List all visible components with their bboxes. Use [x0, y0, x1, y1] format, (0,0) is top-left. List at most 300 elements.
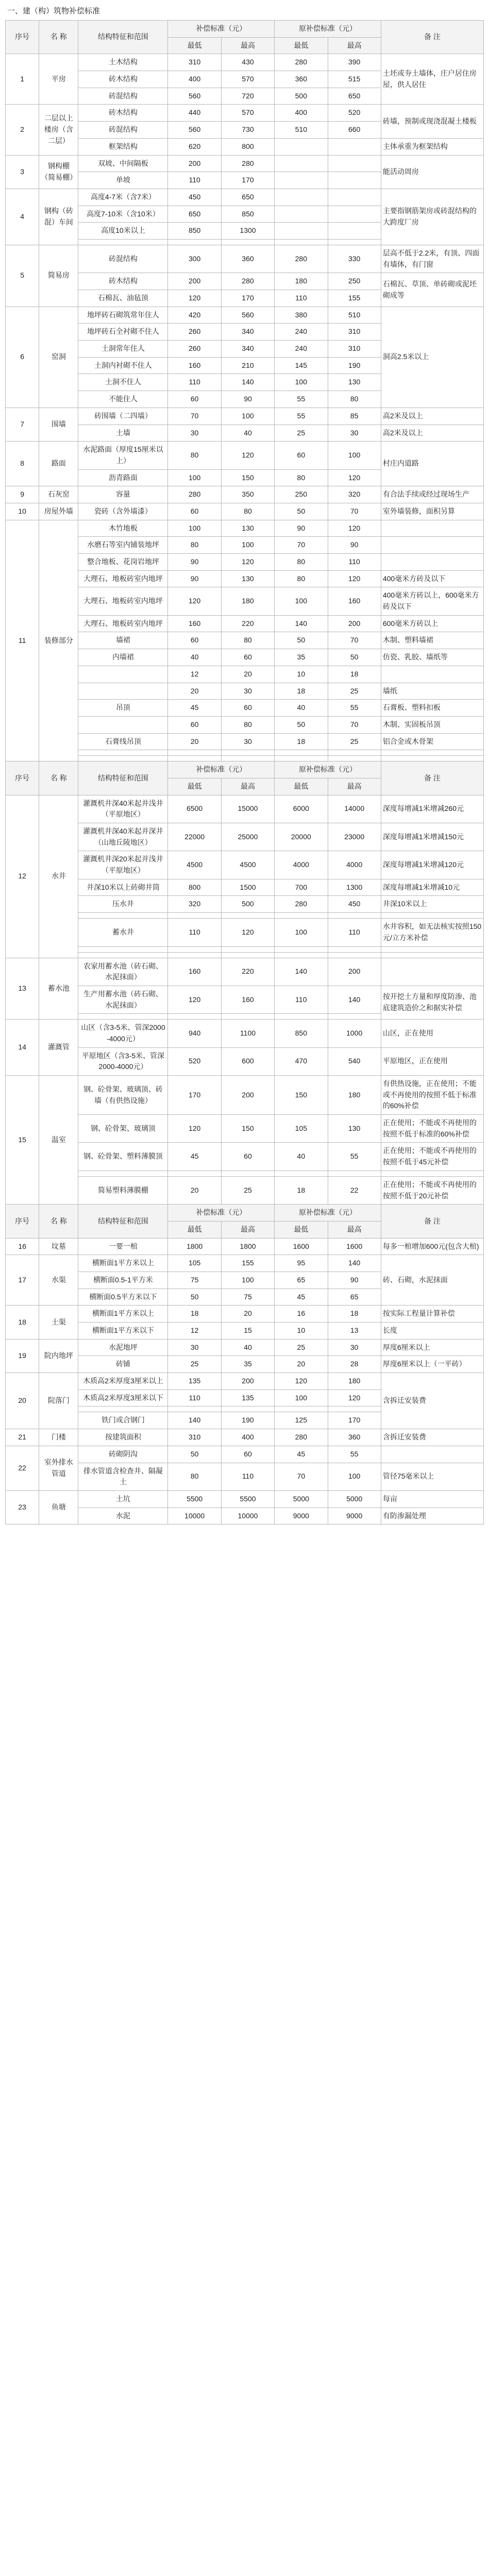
cell-value: 14000 [328, 795, 381, 823]
cell-note: 每多一棺增加600元(包含大棺) [381, 1238, 483, 1255]
cell-struct: 横断面0.5-1平方米 [78, 1272, 168, 1289]
cell-name: 简易房 [39, 245, 78, 307]
cell-value: 5000 [275, 1490, 328, 1507]
s2-header-structure: 结构特征和范围 [78, 761, 168, 795]
cell-struct: 地坪砖石全衬砌不住人 [78, 324, 168, 341]
table-row [6, 1238, 484, 1255]
cell-struct: 砖砌阴沟 [78, 1446, 168, 1463]
cell-value: 240 [275, 324, 328, 341]
cell-value: 135 [168, 1373, 221, 1390]
cell-value: 280 [275, 896, 328, 913]
cell-struct [78, 1171, 168, 1176]
table-row [6, 1020, 484, 1047]
cell-struct: 排水管道含检查井、隔凝土 [78, 1463, 168, 1490]
s3-header-orig-low: 最低 [275, 1221, 328, 1238]
cell-no: 17 [6, 1255, 39, 1306]
cell-struct: 灌溉机井深20米起并浅井（平原地区） [78, 851, 168, 879]
cell-struct: 平原地区（含3-5米、管深2000-4000元） [78, 1047, 168, 1075]
cell-struct [78, 750, 168, 756]
cell-value: 110 [328, 919, 381, 946]
cell-no: 5 [6, 245, 39, 307]
cell-value: 190 [328, 357, 381, 374]
cell-value [275, 239, 328, 245]
cell-struct [78, 239, 168, 245]
cell-value: 12 [168, 666, 221, 683]
cell-struct [78, 716, 168, 733]
cell-no: 1 [6, 54, 39, 105]
cell-value: 850 [275, 1020, 328, 1047]
cell-value: 90 [328, 537, 381, 554]
cell-value: 60 [221, 649, 274, 666]
cell-value: 200 [168, 155, 221, 172]
cell-struct: 高度7-10米（含10米） [78, 206, 168, 223]
cell-value: 120 [221, 442, 274, 469]
cell-name: 土渠 [39, 1306, 78, 1339]
cell-value: 560 [168, 122, 221, 139]
cell-value: 50 [275, 716, 328, 733]
cell-value [221, 1014, 274, 1020]
cell-value: 20 [275, 1356, 328, 1373]
cell-value: 45 [168, 700, 221, 717]
cell-name: 蓄水池 [39, 958, 78, 1020]
cell-value: 30 [328, 1339, 381, 1356]
cell-value: 280 [275, 54, 328, 71]
cell-value: 30 [168, 425, 221, 442]
cell-value [221, 946, 274, 952]
cell-value: 1500 [221, 879, 274, 896]
cell-value: 220 [221, 615, 274, 632]
cell-value: 250 [328, 273, 381, 290]
cell-value: 1000 [328, 1020, 381, 1047]
cell-no: 22 [6, 1446, 39, 1490]
header-comp-low: 最低 [168, 37, 221, 54]
cell-value: 5500 [168, 1490, 221, 1507]
cell-no: 20 [6, 1373, 39, 1429]
table-row [6, 503, 484, 520]
cell-value: 5500 [221, 1490, 274, 1507]
cell-value: 1800 [168, 1238, 221, 1255]
cell-value [328, 189, 381, 206]
cell-struct: 水泥路面（厚度15厘米以上） [78, 442, 168, 469]
cell-value: 120 [275, 1373, 328, 1390]
cell-value: 440 [168, 105, 221, 122]
page-title: 一、建（构）筑物补偿标准 [7, 7, 100, 15]
cell-value: 150 [221, 469, 274, 486]
cell-value: 50 [168, 1446, 221, 1463]
cell-value: 80 [275, 469, 328, 486]
cell-value: 55 [328, 1143, 381, 1171]
cell-value: 55 [275, 408, 328, 425]
cell-struct: 钢、砼骨架、塑料薄膜顶 [78, 1143, 168, 1171]
cell-value: 75 [221, 1289, 274, 1306]
cell-value: 45 [275, 1289, 328, 1306]
cell-note: 深度每增减1米增减260元 [381, 795, 483, 823]
cell-name: 水井 [39, 795, 78, 958]
cell-value [221, 239, 274, 245]
cell-no: 7 [6, 408, 39, 441]
header-compensation: 补偿标准（元） [168, 21, 275, 38]
s2-header-orig-low: 最低 [275, 778, 328, 795]
cell-struct [78, 946, 168, 952]
cell-value [221, 1171, 274, 1176]
cell-value: 18 [328, 666, 381, 683]
cell-value: 120 [221, 919, 274, 946]
cell-value: 80 [221, 716, 274, 733]
cell-value [275, 189, 328, 206]
cell-name: 鱼塘 [39, 1490, 78, 1524]
table-row [6, 189, 484, 206]
cell-value: 135 [221, 1389, 274, 1406]
cell-struct: 单坡 [78, 172, 168, 189]
cell-value [275, 1014, 328, 1020]
cell-value: 23000 [328, 823, 381, 851]
cell-value: 170 [221, 172, 274, 189]
cell-value: 100 [275, 1389, 328, 1406]
cell-value: 800 [221, 138, 274, 155]
cell-struct: 砖围墙（二四墙） [78, 408, 168, 425]
cell-note [381, 554, 483, 571]
cell-value [221, 952, 274, 958]
cell-value: 60 [168, 391, 221, 408]
cell-value: 9000 [275, 1507, 328, 1524]
cell-value: 105 [275, 1115, 328, 1143]
header-name: 名 称 [39, 21, 78, 54]
cell-note: 铝合金或木骨架 [381, 733, 483, 750]
cell-value: 730 [221, 122, 274, 139]
cell-value: 60 [221, 1446, 274, 1463]
cell-note: 按开挖土方量和厚度防渗、池底建筑造价之和据实补偿 [381, 986, 483, 1019]
cell-value: 850 [221, 206, 274, 223]
cell-value: 120 [328, 1389, 381, 1406]
cell-value: 45 [275, 1446, 328, 1463]
cell-value: 45 [168, 1143, 221, 1171]
cell-value: 40 [221, 1339, 274, 1356]
cell-value [168, 756, 221, 761]
cell-value: 13 [328, 1323, 381, 1340]
cell-value: 80 [275, 570, 328, 587]
cell-struct [78, 666, 168, 683]
cell-value [328, 952, 381, 958]
cell-struct: 瓷砖（含外墙漆） [78, 503, 168, 520]
cell-value: 120 [328, 469, 381, 486]
cell-value: 200 [221, 1076, 274, 1115]
cell-value: 90 [168, 554, 221, 571]
cell-value: 40 [275, 1143, 328, 1171]
cell-value: 55 [328, 700, 381, 717]
cell-value: 540 [328, 1047, 381, 1075]
cell-value [275, 138, 328, 155]
cell-struct: 内墙裙 [78, 649, 168, 666]
cell-value: 120 [168, 587, 221, 615]
cell-value: 120 [168, 290, 221, 307]
cell-value: 170 [221, 290, 274, 307]
cell-note: 木制、塑料墙裙 [381, 632, 483, 649]
cell-name: 水渠 [39, 1255, 78, 1306]
cell-struct: 砖混结构 [78, 245, 168, 273]
cell-value [221, 750, 274, 756]
cell-value: 110 [275, 290, 328, 307]
cell-value: 80 [328, 391, 381, 408]
cell-note: 400毫米方砖以上，600毫米方砖及以下 [381, 587, 483, 615]
table-row [6, 105, 484, 122]
cell-value: 200 [221, 1373, 274, 1390]
cell-value: 70 [328, 716, 381, 733]
cell-note [381, 1171, 483, 1176]
cell-note: 正在使用；不能或不再使用的按照不低于20元补偿 [381, 1176, 483, 1204]
cell-struct: 生产用蓄水池（砖石砌、水泥抹面） [78, 986, 168, 1013]
s2-header-orig-high: 最高 [328, 778, 381, 795]
cell-value: 110 [168, 374, 221, 391]
cell-value: 60 [221, 700, 274, 717]
cell-struct [78, 1406, 168, 1412]
cell-value: 30 [168, 1339, 221, 1356]
cell-struct: 土洞内衬砌不住人 [78, 357, 168, 374]
cell-note [381, 750, 483, 756]
cell-struct: 钢、砼骨架、玻璃顶、砖墙（有供热设施） [78, 1076, 168, 1115]
cell-struct [78, 683, 168, 700]
cell-value: 120 [168, 1115, 221, 1143]
cell-no: 23 [6, 1490, 39, 1524]
cell-no: 15 [6, 1076, 39, 1205]
cell-value: 140 [328, 986, 381, 1013]
cell-no: 16 [6, 1238, 39, 1255]
cell-value: 40 [221, 425, 274, 442]
cell-value: 350 [221, 486, 274, 503]
cell-value: 310 [328, 324, 381, 341]
cell-struct: 木质高2米厚度3厘米以上 [78, 1373, 168, 1390]
cell-value: 1600 [275, 1238, 328, 1255]
table-row [6, 1373, 484, 1390]
cell-note: 长度 [381, 1323, 483, 1340]
cell-value: 280 [221, 155, 274, 172]
cell-value: 160 [168, 958, 221, 986]
cell-value: 120 [221, 554, 274, 571]
header-structure: 结构特征和范围 [78, 21, 168, 54]
cell-no: 3 [6, 155, 39, 189]
cell-value: 50 [168, 1289, 221, 1306]
cell-note: 含拆迁安装费 [381, 1429, 483, 1446]
cell-value [168, 946, 221, 952]
cell-value: 240 [275, 341, 328, 358]
header-no: 序号 [6, 21, 39, 54]
cell-value: 55 [275, 391, 328, 408]
cell-struct: 石膏线吊顶 [78, 733, 168, 750]
table-row [6, 1429, 484, 1446]
cell-value: 110 [275, 986, 328, 1013]
cell-value: 70 [275, 1463, 328, 1490]
cell-value: 800 [168, 879, 221, 896]
cell-value: 500 [275, 88, 328, 105]
cell-struct: 钢、砼骨架、玻璃顶 [78, 1115, 168, 1143]
compensation-table [5, 20, 484, 1524]
cell-no: 11 [6, 520, 39, 761]
cell-value [221, 756, 274, 761]
cell-value: 650 [168, 206, 221, 223]
cell-value [275, 952, 328, 958]
cell-value [275, 172, 328, 189]
cell-value: 20 [168, 733, 221, 750]
cell-value: 310 [168, 54, 221, 71]
cell-value [275, 155, 328, 172]
cell-value: 100 [328, 1463, 381, 1490]
cell-value: 200 [328, 958, 381, 986]
cell-value: 620 [168, 138, 221, 155]
cell-note: 石棉瓦、草顶、单砖砌或泥坯砌成等 [381, 273, 483, 307]
cell-value: 160 [168, 357, 221, 374]
cell-value: 18 [168, 1306, 221, 1323]
cell-struct: 横断面1平方米以上 [78, 1306, 168, 1323]
cell-note: 砖、石砌，水泥抹面 [381, 1255, 483, 1306]
cell-struct: 土洞常年住人 [78, 341, 168, 358]
cell-value: 120 [328, 520, 381, 537]
cell-value: 515 [328, 71, 381, 88]
cell-value [328, 239, 381, 245]
cell-value [275, 223, 328, 240]
cell-note: 含拆迁安装费 [381, 1373, 483, 1429]
cell-value: 90 [328, 1272, 381, 1289]
cell-value [221, 913, 274, 919]
cell-note: 正在使用；不能或不再使用的按照不低于45元补偿 [381, 1143, 483, 1171]
cell-no: 13 [6, 958, 39, 1020]
cell-value: 340 [221, 324, 274, 341]
cell-value: 450 [168, 189, 221, 206]
cell-value: 1100 [221, 1020, 274, 1047]
cell-value: 280 [168, 486, 221, 503]
table-row [6, 958, 484, 986]
cell-note: 室外墙装修，面积另算 [381, 503, 483, 520]
cell-value: 80 [168, 442, 221, 469]
cell-value: 20 [168, 1176, 221, 1204]
cell-value [168, 750, 221, 756]
cell-value [168, 1014, 221, 1020]
cell-value [168, 913, 221, 919]
cell-value [221, 1406, 274, 1412]
cell-struct: 大理石、地板砖室内地坪 [78, 570, 168, 587]
s3-header-comp-low: 最低 [168, 1221, 221, 1238]
cell-name: 院内地坪 [39, 1339, 78, 1372]
cell-value [328, 913, 381, 919]
s3-header-note: 备 注 [381, 1205, 483, 1238]
cell-value: 20 [221, 666, 274, 683]
cell-struct: 水磨石等室内铺装地坪 [78, 537, 168, 554]
cell-value: 100 [275, 374, 328, 391]
cell-value: 70 [328, 632, 381, 649]
cell-value: 25 [275, 1339, 328, 1356]
cell-value: 360 [221, 245, 274, 273]
cell-value: 940 [168, 1020, 221, 1047]
table-row [6, 486, 484, 503]
s3-header-structure: 结构特征和范围 [78, 1205, 168, 1238]
s2-header-no: 序号 [6, 761, 39, 795]
cell-value: 170 [328, 1412, 381, 1429]
cell-struct: 横断面1平方米以上 [78, 1255, 168, 1272]
cell-value: 75 [168, 1272, 221, 1289]
cell-name: 石灰窑 [39, 486, 78, 503]
cell-value: 140 [275, 615, 328, 632]
cell-value: 310 [168, 1429, 221, 1446]
cell-struct: 木质高2米厚度3厘米以下 [78, 1389, 168, 1406]
cell-note: 高2米及以上 [381, 408, 483, 425]
cell-note [381, 952, 483, 958]
cell-value: 6000 [275, 795, 328, 823]
cell-value: 18 [275, 733, 328, 750]
cell-value: 4000 [275, 851, 328, 879]
cell-value [275, 756, 328, 761]
table-row [6, 1255, 484, 1272]
cell-struct [78, 913, 168, 919]
cell-value: 160 [328, 587, 381, 615]
cell-note: 厚度6厘米以上（一平砖） [381, 1356, 483, 1373]
cell-value [275, 750, 328, 756]
cell-value [328, 223, 381, 240]
table-row [6, 1490, 484, 1507]
cell-value: 100 [168, 469, 221, 486]
cell-value: 720 [221, 88, 274, 105]
cell-value: 380 [275, 307, 328, 324]
cell-value: 50 [275, 632, 328, 649]
cell-value: 390 [328, 54, 381, 71]
cell-value: 140 [275, 958, 328, 986]
cell-value: 180 [221, 587, 274, 615]
cell-value: 260 [168, 341, 221, 358]
cell-value: 15000 [221, 795, 274, 823]
cell-value: 430 [221, 54, 274, 71]
cell-value: 100 [221, 408, 274, 425]
cell-value: 200 [168, 273, 221, 290]
cell-struct: 石棉瓦、油毡顶 [78, 290, 168, 307]
cell-value: 510 [275, 122, 328, 139]
cell-struct: 吊顶 [78, 700, 168, 717]
cell-note [381, 666, 483, 683]
cell-value: 210 [221, 357, 274, 374]
cell-value: 130 [328, 374, 381, 391]
cell-struct: 简易塑料薄膜棚 [78, 1176, 168, 1204]
header-original: 原补偿标准（元） [275, 21, 381, 38]
table-row [6, 1076, 484, 1115]
cell-value: 100 [221, 537, 274, 554]
cell-value [328, 1406, 381, 1412]
cell-value: 280 [275, 1429, 328, 1446]
cell-note: 深度每增减1米增减10元 [381, 879, 483, 896]
cell-note: 木制、实固板吊顶 [381, 716, 483, 733]
cell-value: 70 [168, 408, 221, 425]
cell-value: 70 [328, 503, 381, 520]
table-row [6, 795, 484, 823]
cell-struct: 框架结构 [78, 138, 168, 155]
cell-struct: 砖木结构 [78, 273, 168, 290]
cell-value: 130 [328, 1115, 381, 1143]
cell-struct: 砖木结构 [78, 105, 168, 122]
cell-value: 80 [168, 537, 221, 554]
s3-header-original: 原补偿标准（元） [275, 1205, 381, 1222]
cell-name: 二层以上楼房（含二层） [39, 105, 78, 155]
cell-value: 280 [221, 273, 274, 290]
cell-value: 90 [168, 570, 221, 587]
cell-value: 130 [221, 520, 274, 537]
cell-value: 570 [221, 71, 274, 88]
cell-struct: 横断面1平方米以下 [78, 1323, 168, 1340]
cell-value: 360 [328, 1429, 381, 1446]
cell-note: 井深10米以上 [381, 896, 483, 913]
cell-value: 320 [168, 896, 221, 913]
cell-value: 20 [221, 1306, 274, 1323]
s3-header-name: 名 称 [39, 1205, 78, 1238]
cell-no: 18 [6, 1306, 39, 1339]
cell-no: 12 [6, 795, 39, 958]
cell-struct: 砖混结构 [78, 88, 168, 105]
cell-value: 340 [221, 341, 274, 358]
cell-value: 60 [275, 442, 328, 469]
